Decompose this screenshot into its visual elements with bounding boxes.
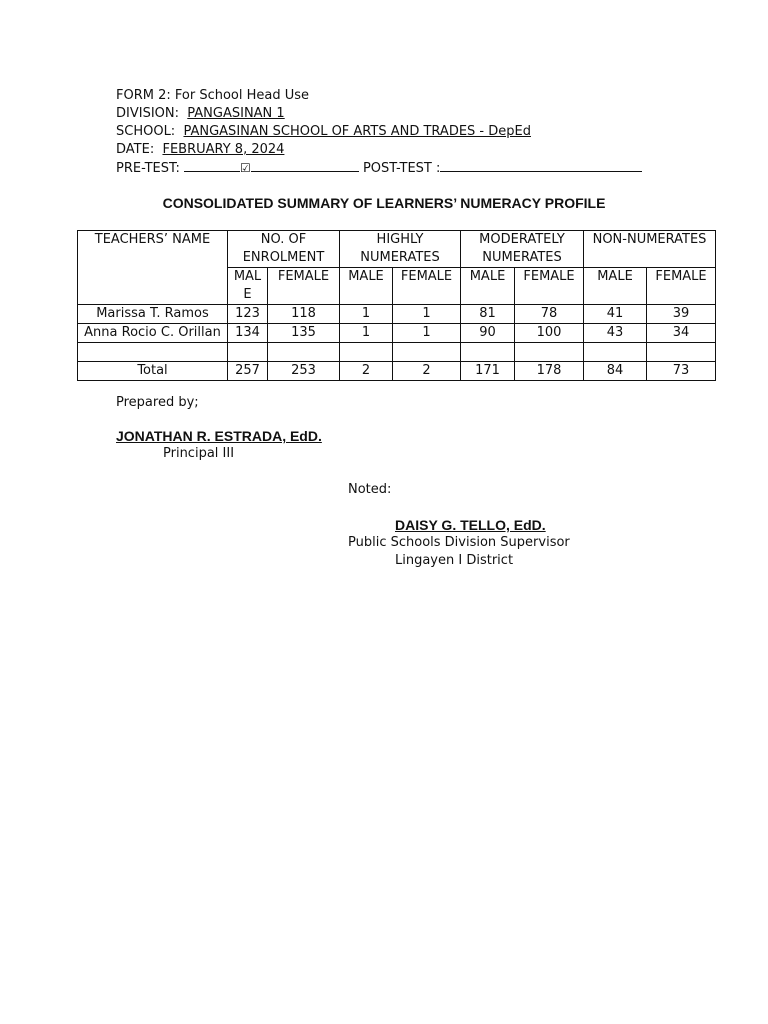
empty-cell: [647, 343, 716, 362]
teacher-name-cell: Anna Rocio C. Orillan: [78, 324, 228, 343]
form-line: FORM 2: For School Head Use: [116, 88, 310, 103]
empty-cell: [584, 343, 647, 362]
table-row-empty: [78, 343, 716, 362]
subheader-female: FEMALE: [647, 268, 716, 305]
value-cell: 118: [268, 305, 340, 324]
posttest-blank: [440, 159, 642, 172]
teacher-name-cell: Marissa T. Ramos: [78, 305, 228, 324]
school-label: SCHOOL:: [116, 124, 176, 139]
total-value-cell: 253: [268, 362, 340, 381]
value-cell: 1: [340, 305, 393, 324]
value-cell: 34: [647, 324, 716, 343]
value-cell: 1: [340, 324, 393, 343]
total-label-cell: Total: [78, 362, 228, 381]
header-moderately-numerates: MODERATELY NUMERATES: [461, 231, 584, 268]
header-enrolment: NO. OF ENROLMENT: [228, 231, 340, 268]
subheader-male: MALE: [340, 268, 393, 305]
posttest-label: POST-TEST :: [362, 161, 441, 176]
subheader-male: MALE: [228, 268, 268, 305]
test-line: [116, 159, 642, 177]
value-cell: 123: [228, 305, 268, 324]
prepared-by-label: Prepared by;: [116, 395, 199, 410]
noter-district: Lingayen I District: [395, 553, 514, 568]
header-non-numerates: NON-NUMERATES: [584, 231, 716, 268]
empty-cell: [78, 343, 228, 362]
total-value-cell: 257: [228, 362, 268, 381]
value-cell: 90: [461, 324, 515, 343]
value-cell: 100: [515, 324, 584, 343]
division-value: PANGASINAN 1: [187, 106, 285, 121]
table-total-row: [78, 362, 716, 381]
header-teachers-name: TEACHERS’ NAME: [78, 231, 228, 305]
division-label: DIVISION:: [116, 106, 179, 121]
numeracy-summary-table: [77, 230, 716, 381]
value-cell: 81: [461, 305, 515, 324]
value-cell: 43: [584, 324, 647, 343]
empty-cell: [393, 343, 461, 362]
preparer-name: JONATHAN R. ESTRADA, EdD.: [116, 428, 322, 444]
noter-name: DAISY G. TELLO, EdD.: [395, 517, 546, 533]
table-header-row: [78, 231, 716, 268]
value-cell: 41: [584, 305, 647, 324]
total-value-cell: 171: [461, 362, 515, 381]
total-value-cell: 2: [340, 362, 393, 381]
subheader-female: FEMALE: [515, 268, 584, 305]
total-value-cell: 178: [515, 362, 584, 381]
empty-cell: [268, 343, 340, 362]
value-cell: 1: [393, 305, 461, 324]
total-value-cell: 73: [647, 362, 716, 381]
value-cell: 134: [228, 324, 268, 343]
pretest-label: PRE-TEST:: [116, 161, 180, 176]
date-value: FEBRUARY 8, 2024: [162, 142, 285, 157]
value-cell: 39: [647, 305, 716, 324]
pretest-blank-left: [184, 159, 240, 172]
value-cell: 135: [268, 324, 340, 343]
empty-cell: [340, 343, 393, 362]
subheader-female: FEMALE: [393, 268, 461, 305]
subheader-male: MALE: [584, 268, 647, 305]
table-row: [78, 305, 716, 324]
value-cell: 1: [393, 324, 461, 343]
empty-cell: [461, 343, 515, 362]
document-title: CONSOLIDATED SUMMARY OF LEARNERS’ NUMERACY PROFILE: [162, 195, 606, 211]
date-line: [116, 141, 284, 159]
subheader-female: FEMALE: [268, 268, 340, 305]
total-value-cell: 84: [584, 362, 647, 381]
header-highly-numerates: HIGHLY NUMERATES: [340, 231, 461, 268]
school-line: [116, 123, 531, 141]
value-cell: 78: [515, 305, 584, 324]
checkbox-checked-icon: ☑: [240, 161, 251, 175]
table-row: [78, 324, 716, 343]
total-value-cell: 2: [393, 362, 461, 381]
division-line: [116, 105, 285, 123]
subheader-male: MALE: [461, 268, 515, 305]
noted-label: Noted:: [348, 482, 392, 497]
empty-cell: [515, 343, 584, 362]
pretest-blank-right: [251, 159, 359, 172]
preparer-position: Principal III: [163, 446, 235, 461]
noter-position: Public Schools Division Supervisor: [348, 535, 570, 550]
empty-cell: [228, 343, 268, 362]
date-label: DATE:: [116, 142, 155, 157]
school-value: PANGASINAN SCHOOL OF ARTS AND TRADES - DepEd: [183, 124, 531, 139]
